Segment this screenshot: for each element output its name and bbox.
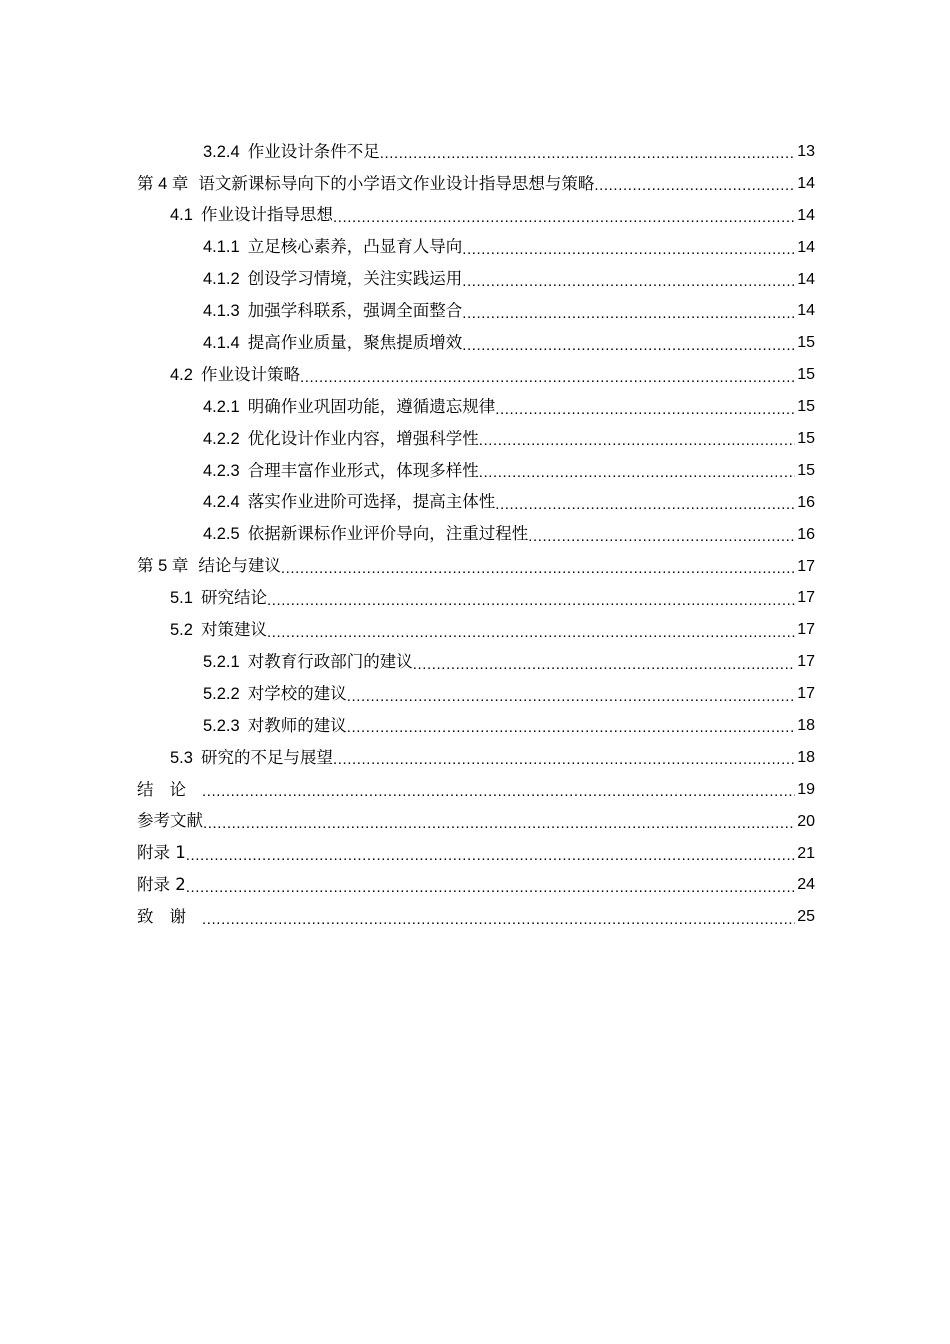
toc-page-number: 15: [797, 461, 815, 479]
toc-entry[interactable]: [0, 742, 950, 774]
toc-entry-title: [170, 207, 333, 224]
toc-entry-label: 研究结论: [200, 588, 267, 608]
dot-leader: [267, 625, 795, 640]
toc-page-number: 17: [797, 685, 815, 703]
toc-entry-label: 提高作业质量，聚焦提质增效: [247, 333, 463, 353]
dot-leader: [203, 816, 795, 831]
toc-entry-number: 3.2.4: [203, 142, 240, 161]
toc-entry-title: [203, 141, 380, 161]
toc-page-number: 14: [797, 174, 815, 192]
toc-entry-title: [203, 526, 528, 543]
toc-page-number: 17: [797, 621, 815, 639]
toc-entry-title: [137, 173, 595, 193]
toc-entry-label: 对教师的建议: [247, 715, 347, 735]
toc-entry-title: [203, 715, 347, 735]
toc-entry-title: [203, 303, 462, 320]
toc-entry-label: 对教育行政部门的建议: [247, 651, 413, 671]
toc-entry-number: 4.2.4: [203, 493, 240, 512]
dot-leader: [528, 529, 795, 544]
toc-page-number: 18: [797, 748, 815, 766]
toc-entry-references[interactable]: [0, 806, 950, 838]
toc-page-number: 15: [797, 429, 815, 447]
toc-entry-title: [170, 622, 267, 639]
toc-entry-number: 4.2.1: [203, 397, 240, 416]
dot-leader: [300, 370, 795, 385]
toc-entry-title: [203, 396, 496, 416]
dot-leader: [495, 497, 795, 512]
toc-entry[interactable]: [0, 487, 950, 519]
dot-leader: [479, 465, 796, 480]
dot-leader: [347, 689, 796, 704]
toc-entry-number: 4.1.4: [203, 334, 240, 353]
toc-page-number: 16: [797, 525, 815, 543]
dot-leader: [479, 433, 796, 448]
toc-page-number: 17: [797, 653, 815, 671]
toc-entry[interactable]: [0, 200, 950, 232]
toc-entry-label: 优化设计作业内容，增强科学性: [247, 428, 479, 448]
table-of-contents: [0, 136, 950, 933]
toc-entry-number: 4.2.2: [203, 429, 240, 448]
toc-page-number: 17: [797, 589, 815, 607]
toc-entry-label: 明确作业巩固功能，遵循遗忘规律: [247, 396, 496, 416]
toc-entry-label: 语文新课标导向下的小学语文作业设计指导思想与策略: [198, 173, 595, 193]
toc-entry[interactable]: [0, 646, 950, 678]
toc-entry-title: [203, 494, 495, 511]
toc-page-number: 15: [797, 334, 815, 352]
toc-entry-label: 致谢: [137, 907, 202, 927]
toc-entry-title: [170, 590, 267, 607]
toc-entry-label: 结论与建议: [198, 556, 281, 576]
toc-entry[interactable]: [0, 519, 950, 551]
toc-page-number: 15: [797, 366, 815, 384]
toc-entry-label: 研究的不足与展望: [200, 747, 333, 767]
toc-entry-label: 对策建议: [200, 620, 267, 640]
dot-leader: [186, 880, 795, 895]
dot-leader: [462, 338, 795, 353]
dot-leader: [333, 210, 795, 225]
dot-leader: [347, 720, 796, 735]
toc-entry[interactable]: [0, 264, 950, 296]
toc-page-number: 19: [797, 780, 815, 798]
toc-page-number: 14: [797, 302, 815, 320]
toc-entry-number: 4.2: [170, 365, 193, 384]
dot-leader: [267, 593, 795, 608]
toc-entry-label: 依据新课标作业评价导向，注重过程性: [247, 524, 529, 544]
toc-entry-number: 5.2.1: [203, 652, 240, 671]
toc-entry-chapter[interactable]: [0, 168, 950, 200]
toc-entry[interactable]: [0, 455, 950, 487]
toc-entry-title: [203, 460, 479, 480]
toc-entry-number: 4.1: [170, 206, 193, 225]
toc-page-number: 21: [797, 844, 815, 862]
dot-leader: [333, 752, 795, 767]
toc-entry-label: 附录 2: [137, 875, 186, 895]
toc-entry-label: 落实作业进阶可选择，提高主体性: [247, 492, 496, 512]
toc-entry-label: 作业设计策略: [200, 364, 300, 384]
toc-entry-label: 对学校的建议: [247, 683, 347, 703]
toc-entry-label: 作业设计条件不足: [247, 141, 380, 161]
toc-entry-number: 4.1.3: [203, 302, 240, 321]
toc-entry-appendix-2[interactable]: [0, 869, 950, 901]
dot-leader: [186, 848, 795, 863]
toc-entry[interactable]: [0, 614, 950, 646]
dot-leader: [462, 306, 795, 321]
toc-page-number: 18: [797, 716, 815, 734]
toc-entry-title: [203, 239, 462, 256]
toc-entry-number: 4.2.3: [203, 461, 240, 480]
toc-entry-label: 合理丰富作业形式，体现多样性: [247, 460, 479, 480]
toc-entry[interactable]: [0, 359, 950, 391]
toc-page-number: 14: [797, 238, 815, 256]
dot-leader: [495, 402, 795, 417]
toc-entry-title: [203, 683, 347, 703]
toc-entry-title: [203, 651, 413, 671]
dot-leader: [281, 561, 795, 576]
toc-entry-label: 结论: [137, 779, 202, 799]
toc-page-number: 14: [797, 206, 815, 224]
toc-entry[interactable]: [0, 327, 950, 359]
dot-leader: [462, 242, 795, 257]
dot-leader: [413, 657, 796, 672]
toc-entry-title: [170, 364, 300, 384]
toc-entry-title: [203, 428, 479, 448]
toc-entry-number: 5.2: [170, 621, 193, 640]
toc-entry-number: 4.1.2: [203, 270, 240, 289]
toc-entry-number: 第 4 章: [137, 174, 189, 193]
toc-entry-label: 加强学科联系，强调全面整合: [247, 301, 463, 321]
toc-entry-number: 5.1: [170, 589, 193, 608]
toc-page-number: 20: [797, 812, 815, 830]
toc-page-number: 25: [797, 908, 815, 926]
dot-leader: [380, 146, 796, 161]
toc-entry-appendix-1[interactable]: [0, 838, 950, 870]
toc-entry-title: [203, 335, 462, 352]
toc-page-number: 14: [797, 270, 815, 288]
toc-entry-number: 4.2.5: [203, 525, 240, 544]
toc-entry-number: 5.2.2: [203, 684, 240, 703]
toc-entry-title: [137, 558, 281, 575]
toc-entry-label: 参考文献: [137, 811, 203, 831]
toc-entry[interactable]: [0, 710, 950, 742]
toc-entry[interactable]: [0, 136, 950, 168]
toc-page-number: 16: [797, 493, 815, 511]
dot-leader: [202, 784, 795, 799]
toc-entry-label: 附录 1: [137, 843, 186, 863]
toc-page-number: 15: [797, 398, 815, 416]
toc-entry[interactable]: [0, 423, 950, 455]
toc-entry-title: [170, 747, 333, 767]
dot-leader: [462, 274, 795, 289]
toc-entry-number: 5.3: [170, 748, 193, 767]
toc-entry[interactable]: [0, 232, 950, 264]
toc-entry-label: 创设学习情境，关注实践运用: [247, 269, 463, 289]
dot-leader: [202, 912, 795, 927]
toc-entry[interactable]: [0, 582, 950, 614]
toc-entry-title: [203, 271, 462, 288]
toc-entry-conclusion[interactable]: [0, 774, 950, 806]
toc-entry-number: 5.2.3: [203, 716, 240, 735]
toc-entry-label: 作业设计指导思想: [200, 205, 333, 225]
toc-entry[interactable]: [0, 678, 950, 710]
toc-entry-acknowledgements[interactable]: [0, 901, 950, 933]
toc-entry-number: 4.1.1: [203, 238, 240, 257]
toc-page-number: 24: [797, 876, 815, 894]
toc-entry-number: 第 5 章: [137, 557, 189, 576]
toc-entry[interactable]: [0, 391, 950, 423]
toc-entry[interactable]: [0, 295, 950, 327]
toc-entry-label: 立足核心素养，凸显育人导向: [247, 237, 463, 257]
dot-leader: [594, 178, 795, 193]
toc-page-number: 13: [797, 142, 815, 160]
toc-entry-chapter[interactable]: [0, 551, 950, 583]
toc-page-number: 17: [797, 557, 815, 575]
